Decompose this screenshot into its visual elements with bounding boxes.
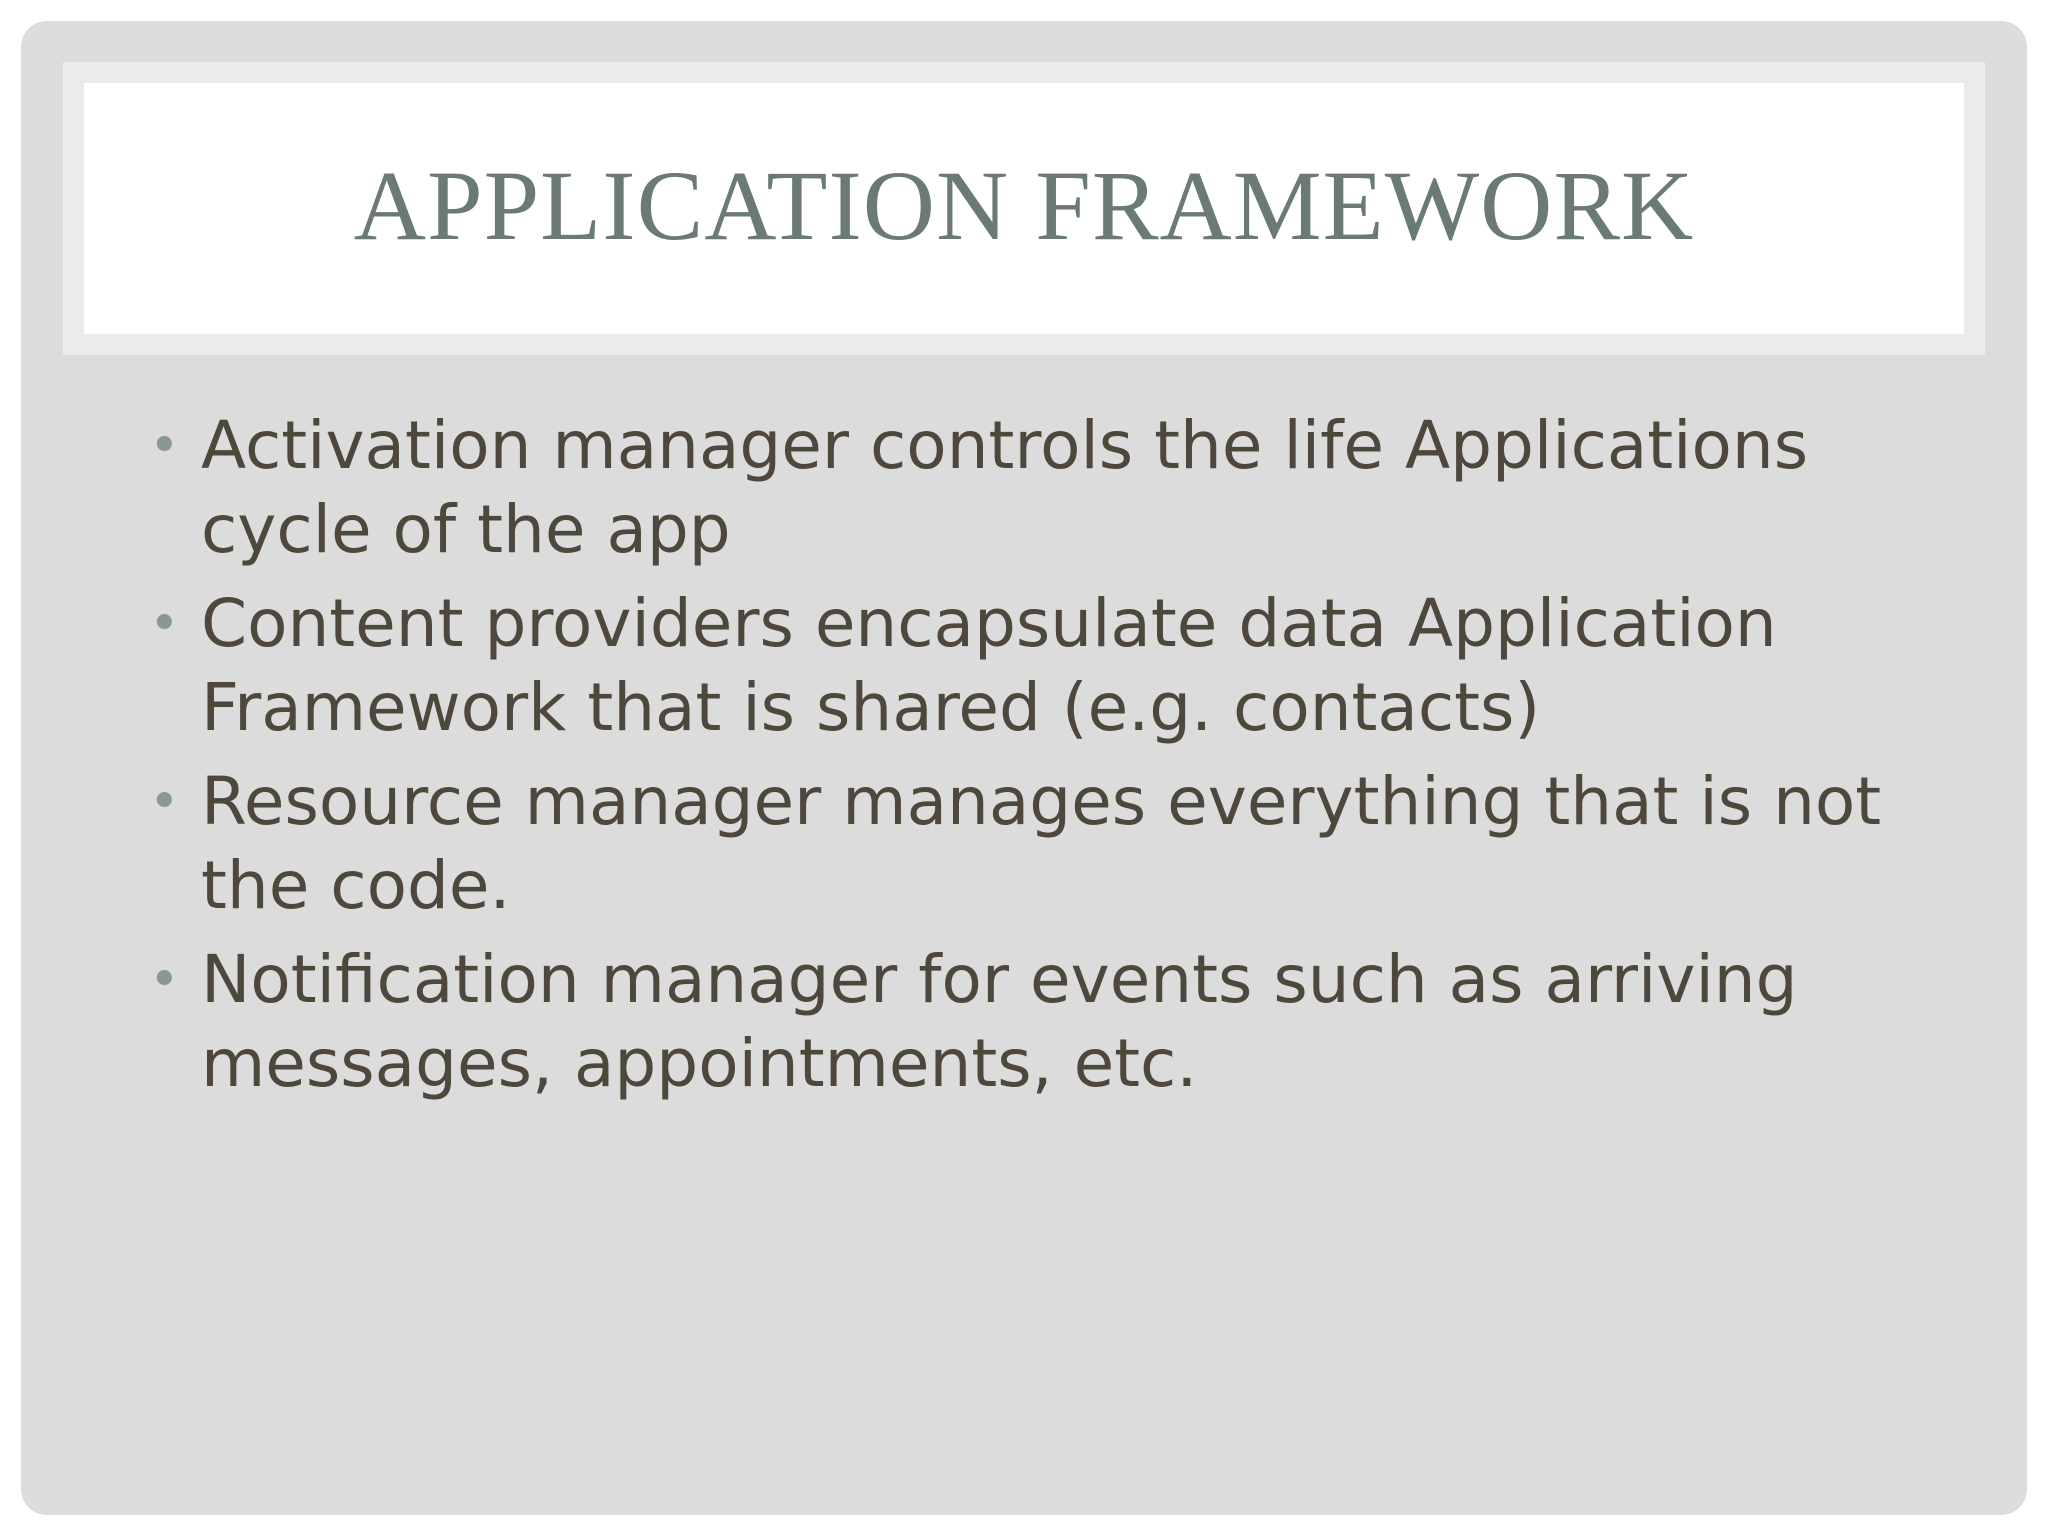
bullet-icon: •: [149, 416, 180, 476]
bullet-text-line: Content providers encapsulate data Application: [201, 585, 1777, 662]
bullet-text-line: Framework that is shared (e.g. contacts): [201, 669, 1541, 746]
bullet-text-line: messages, appointments, etc.: [201, 1025, 1198, 1102]
bullet-item: [141, 760, 1941, 928]
bullet-list: [141, 404, 1941, 1116]
bullet-text-line: Resource manager manages everything that is not: [201, 763, 1882, 840]
bullet-text-line: Activation manager controls the life Applications: [201, 407, 1809, 484]
bullet-text-line: Notification manager for events such as arriving: [201, 941, 1798, 1018]
slide: [21, 21, 2027, 1515]
bullet-icon: •: [149, 594, 180, 654]
bullet-text-line: the code.: [201, 847, 511, 924]
slide-title: APPLICATION FRAMEWORK: [353, 150, 1695, 261]
bullet-item: [141, 938, 1941, 1106]
bullet-icon: •: [149, 772, 180, 832]
bullet-item: [141, 582, 1941, 750]
bullet-icon: •: [149, 950, 180, 1010]
bullet-item: [141, 404, 1941, 572]
title-box: [84, 83, 1964, 334]
title-band: [63, 62, 1985, 355]
bullet-text-line: cycle of the app: [201, 491, 731, 568]
